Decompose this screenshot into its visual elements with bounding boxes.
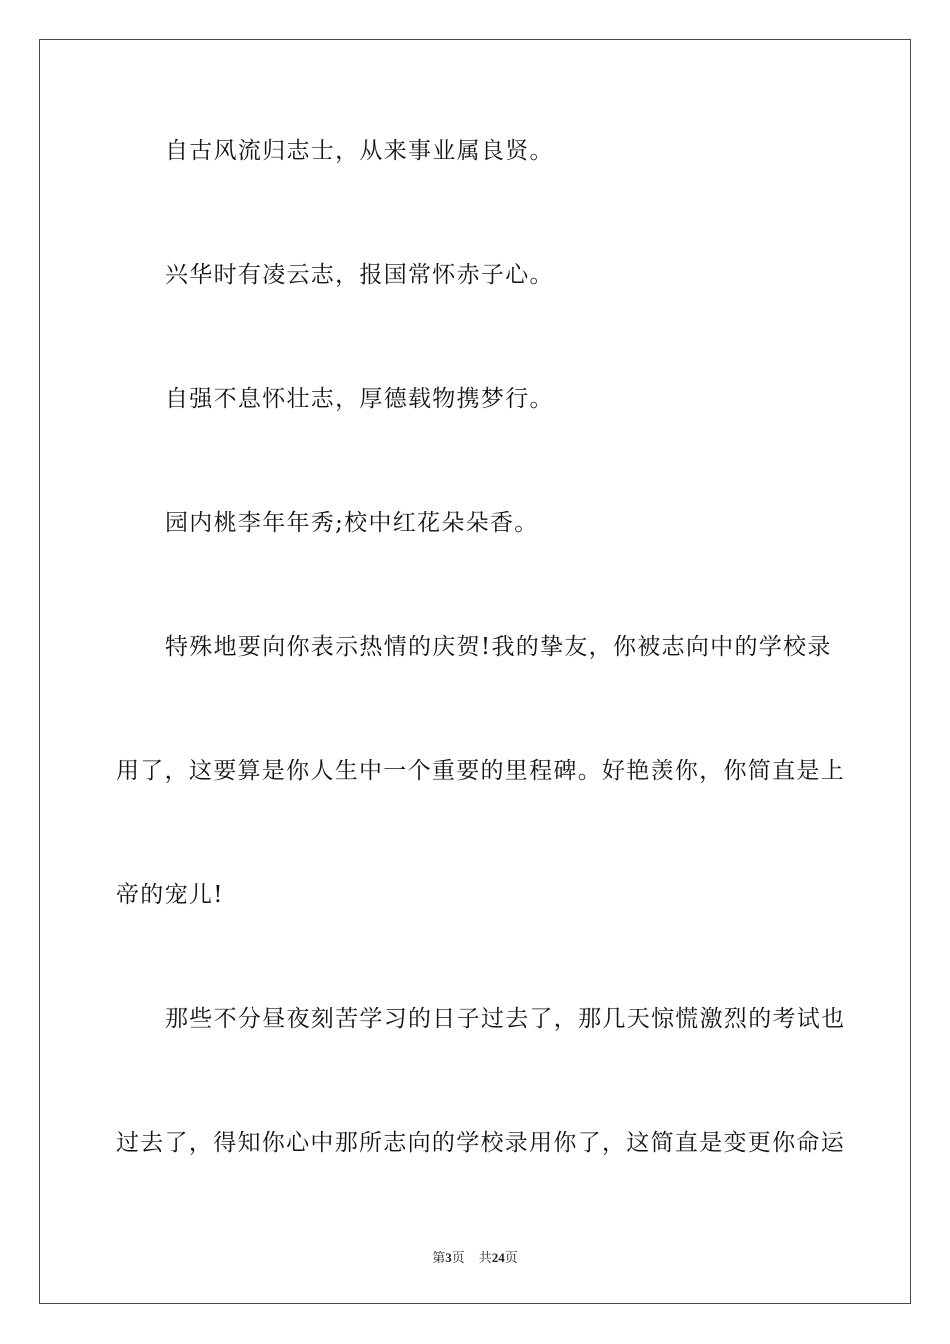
page-footer <box>0 1247 950 1266</box>
total-prefix: 共 <box>478 1250 492 1265</box>
total-suffix: 页 <box>504 1250 518 1265</box>
poem-line-1: 自古风流归志士，从来事业属良贤。 <box>165 138 554 164</box>
poem-line-2: 兴华时有凌云志，报国常怀赤子心。 <box>165 262 554 288</box>
page-prefix: 第 <box>432 1250 446 1265</box>
paragraph-2-line-1: 那些不分昼夜刻苦学习的日子过去了，那几天惊慌激烈的考试也 <box>165 1006 846 1032</box>
page-total: 24 <box>491 1250 505 1265</box>
paragraph-1-line-3: 帝的宠儿! <box>116 882 224 908</box>
poem-line-4: 园内桃李年年秀;校中红花朵朵香。 <box>165 510 539 536</box>
poem-line-3: 自强不息怀壮志，厚德载物携梦行。 <box>165 386 554 412</box>
paragraph-1-line-1: 特殊地要向你表示热情的庆贺!我的挚友，你被志向中的学校录 <box>165 634 832 660</box>
page-frame <box>39 39 911 1304</box>
page-suffix: 页 <box>451 1250 465 1265</box>
paragraph-1-line-2: 用了，这要算是你人生中一个重要的里程碑。好艳羡你，你简直是上 <box>116 758 845 784</box>
paragraph-2-line-2: 过去了，得知你心中那所志向的学校录用你了，这简直是变更你命运 <box>116 1130 845 1156</box>
page-current: 3 <box>445 1250 452 1265</box>
